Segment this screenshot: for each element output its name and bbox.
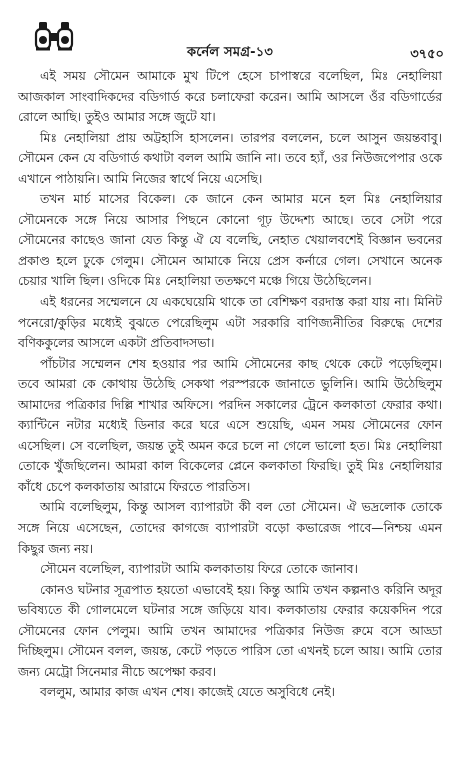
paragraph: পাঁচটার সম্মেলন শেষ হওয়ার পর আমি সৌমেনের কাছ থেকে কেটে পড়েছিলুম। তবে আমরা কে কোথায় উঠেছি সেকথা পরস্পরকে জানাতে ভুলিনি। আমি উঠেছিলুম আমাদের পত্রিকার দিল্লি শাখার অফিসে। পরদিন সকালের ট্রেনে কলকাতা ফেরার কথা। ক্যান্টিনে নটার মধ্যেই ডিনার করে ঘরে এসে শুয়েছি, এমন সময় সৌমেনের ফোন এসেছিল। সে বলেছিল, জয়ন্ত তুই অমন করে চলে না গেলে ভালো হত। মিঃ নেহালিয়া তোকে খুঁজছিলেন। আমরা কাল বিকেলের প্লেনে কলকাতা ফিরছি। তুই মিঃ নেহালিয়ার কাঁধে চেপে কলকাতায় আরামে ফিরতে পারতিস। [18, 356, 442, 494]
paragraph: এই সময় সৌমেন আমাকে মুখ টিপে হেসে চাপাস্বরে বলেছিল, মিঃ নেহালিয়া আজকাল সাংবাদিকদের বডিগার্ড করে চলাফেরা করেন। আমি আসলে ওঁর বডিগার্ডের রোলে আছি। তুইও আমার সঙ্গে জুটে যা। [18, 69, 442, 125]
paragraph: তখন মার্চ মাসের বিকেল। কে জানে কেন আমার মনে হল মিঃ নেহালিয়ার সৌমেনকে সঙ্গে নিয়ে আসার পিছনে কোনো গূঢ় উদ্দেশ্য আছে। তবে সেটা পরে সৌমেনের কাছেও জানা যেত কিন্তু ঐ যে বলেছি, নেহাত খেয়ালবশেই বিজ্ঞান ভবনের প্রকাণ্ড হলে ঢুকে গেলুম। সৌমেন আমাকে নিয়ে প্রেস কর্নারে গেল। সেখানে অনেক চেয়ার খালি ছিল। ওদিকে মিঃ নেহালিয়া ততক্ষণে মঞ্চে গিয়ে উঠেছিলেন। [18, 192, 442, 289]
paragraph: মিঃ নেহালিয়া প্রায় অট্টহাসি হাসলেন। তারপর বললেন, চলে আসুন জয়ন্তবাবু। সৌমেন কেন যে বডিগার্ড কথাটা বলল আমি জানি না। তবে হ্যাঁ, ওর নিউজপেপার ওকে এখানে পাঠায়নি। আমি নিজের স্বার্থে নিয়ে এসেছি। [18, 130, 442, 186]
paragraph: বললুম, আমার কাজ এখন শেষ। কাজেই যেতে অসুবিধে নেই। [40, 685, 335, 700]
paragraph: এই ধরনের সম্মেলনে যে একঘেয়েমি থাকে তা বেশিক্ষণ বরদাস্ত করা যায় না। মিনিট পনেরো/কুড়ির মধ্যেই বুঝতে পেরেছিলুম এটা সরকারি বাণিজ্যনীতির বিরুদ্ধে দেশের বণিককুলের আসলে একটা প্রতিবাদসভা। [18, 295, 442, 351]
page-header [0, 0, 460, 64]
page-number: ৩৭৫০ [410, 47, 444, 62]
page-body [18, 66, 442, 703]
paragraph: কোনও ঘটনার সূত্রপাত হয়তো এভাবেই হয়। কিন্তু আমি তখন কল্পনাও করিনি অদূর ভবিষ্যতে কী গোলমেলে ঘটনার সঙ্গে জড়িয়ে যাব। কলকাতায় ফেরার কয়েকদিন পরে সৌমেনের ফোন পেলুম। আমি তখন আমাদের পত্রিকার নিউজ রুমে বসে আড্ডা দিচ্ছিলুম। সৌমেন বলল, জয়ন্ত, কেটে পড়তে পারিস তো এখনই চলে আয়। আমি তোর জন্য মেট্রো সিনেমার নীচে অপেক্ষা করব। [18, 582, 442, 679]
paragraph: সৌমেন বলেছিল, ব্যাপারটা আমি কলকাতায় ফিরে তোকে জানাব। [40, 562, 358, 577]
paragraph: আমি বলেছিলুম, কিন্তু আসল ব্যাপারটা কী বল তো সৌমেন। ঐ ভদ্রলোক তোকে সঙ্গে নিয়ে এসেছেন, তোদের কাগজে ব্যাপারটা বড়ো কভারেজ পাবে—নিশ্চয় এমন কিছুর জন্য নয়। [18, 500, 442, 556]
running-title: কর্নেল সমগ্র-১৩ [186, 45, 274, 60]
